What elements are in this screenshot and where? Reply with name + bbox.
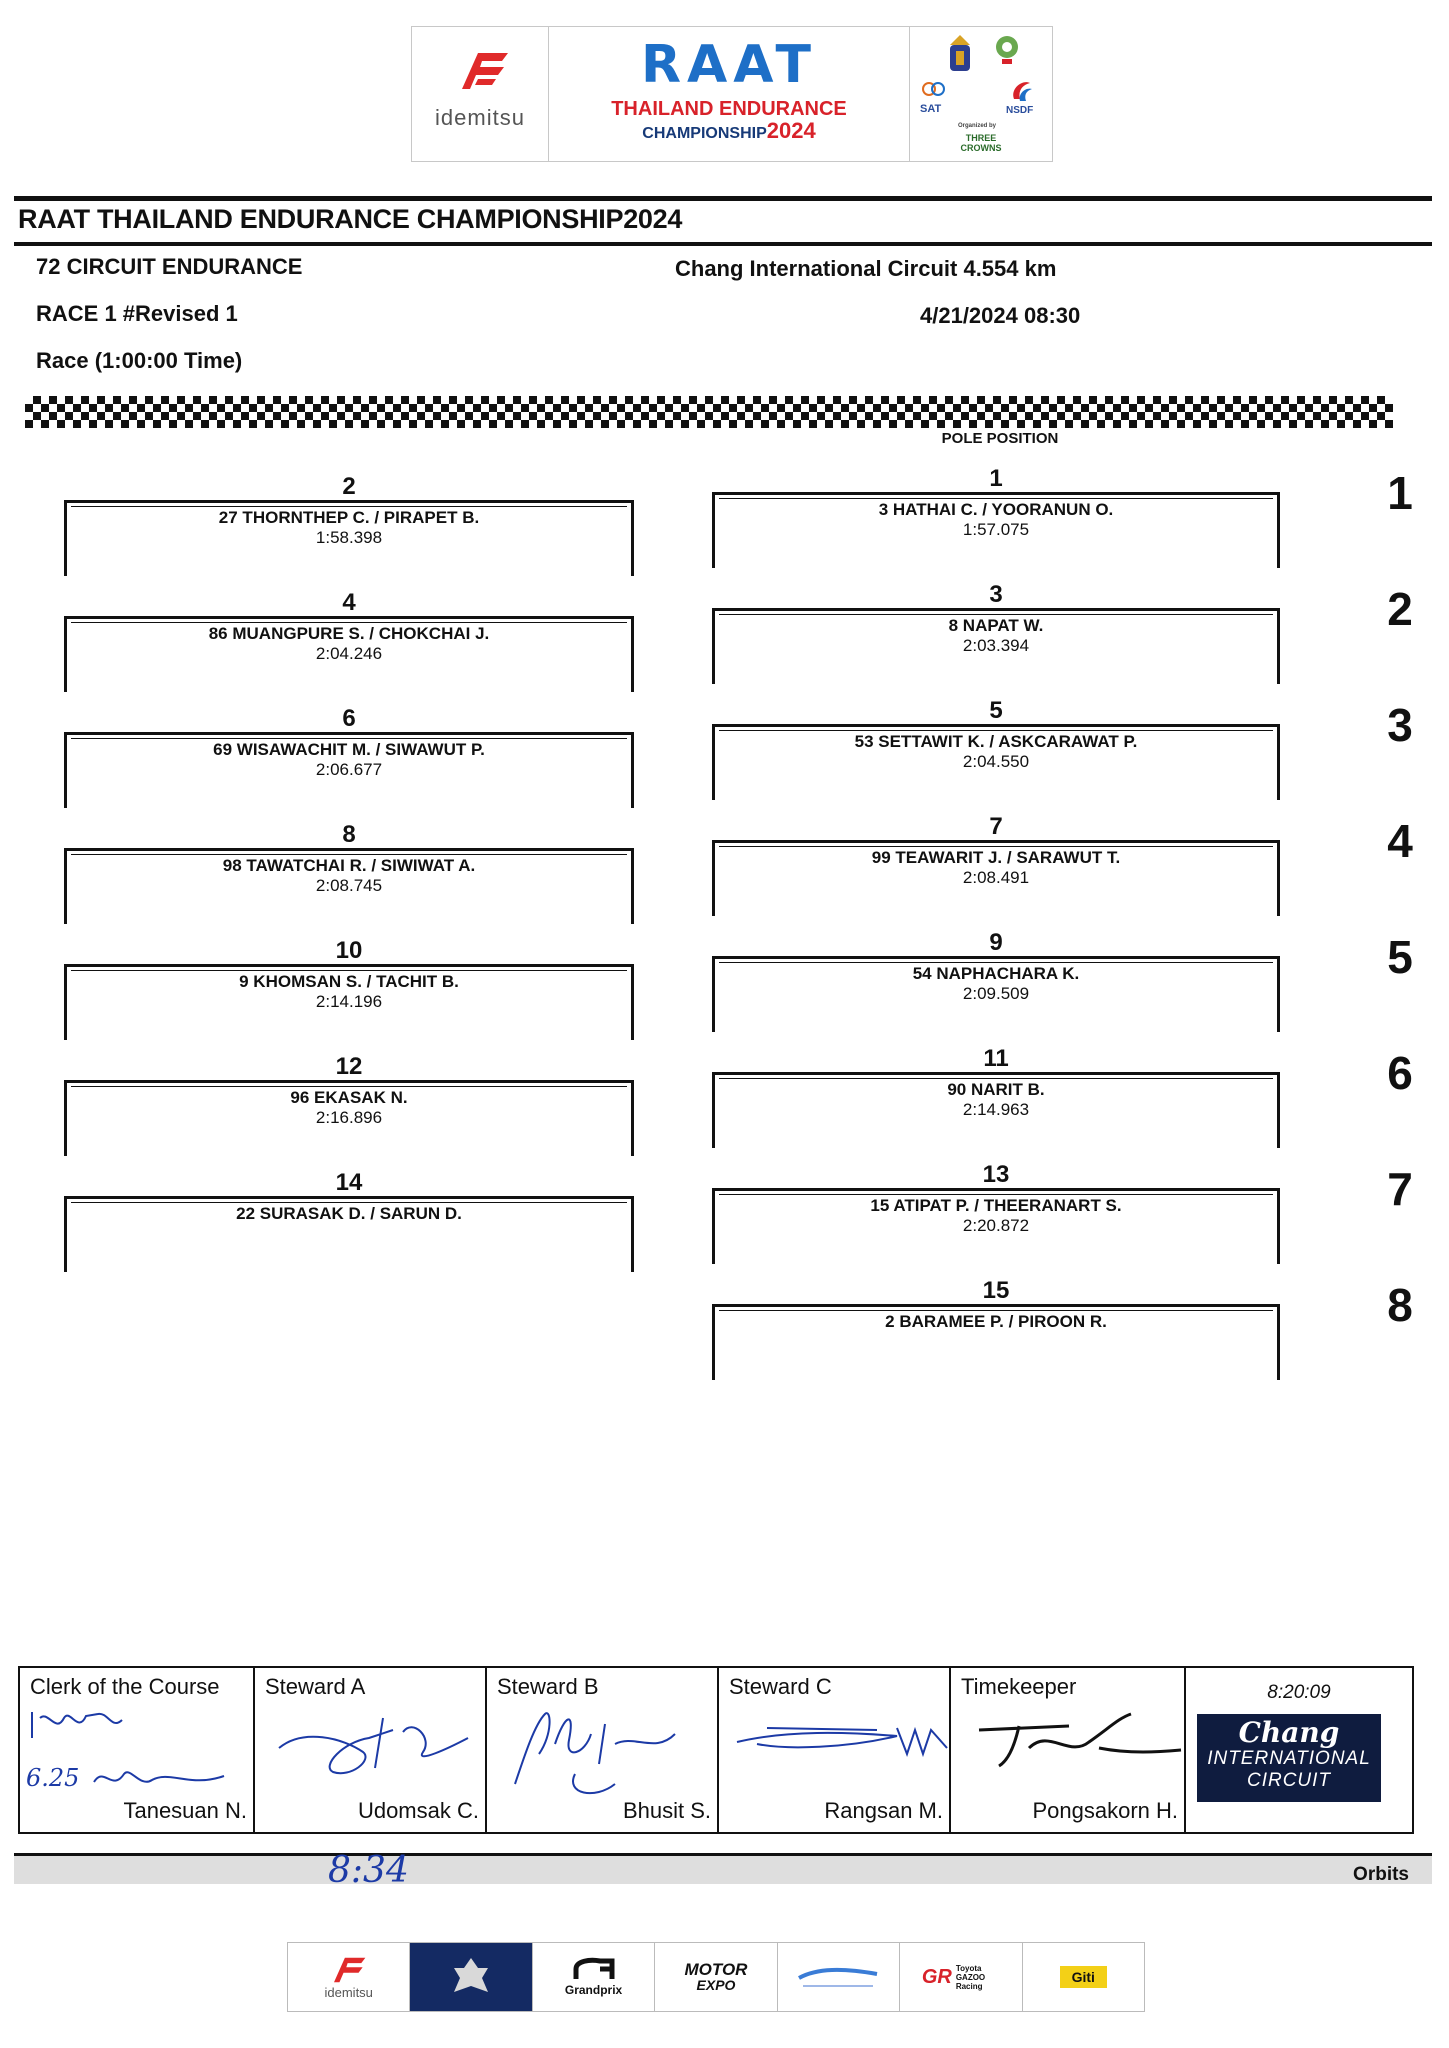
grid-laptime: 2:06.677 xyxy=(315,760,383,779)
sponsor-crest xyxy=(410,1943,532,2011)
grid-row-number: 1 xyxy=(1387,467,1413,519)
pole-position-label: POLE POSITION xyxy=(941,430,1059,447)
grid-laptime: 2:04.550 xyxy=(962,752,1030,771)
footer-bar xyxy=(14,1853,1432,1884)
document-title: RAAT THAILAND ENDURANCE CHAMPIONSHIP2024 xyxy=(18,204,683,234)
grid-slot xyxy=(712,466,1280,568)
sat-logo-icon xyxy=(920,79,950,103)
nsdf-label: NSDF xyxy=(1006,105,1034,116)
idemitsu-logo xyxy=(412,27,549,161)
nsdf-logo-icon xyxy=(1008,77,1036,105)
official-cell-steward-b xyxy=(487,1668,719,1832)
race-label: RACE 1 #Revised 1 xyxy=(36,301,238,326)
official-time-cell xyxy=(1186,1668,1412,1832)
grid-slot xyxy=(64,1170,634,1272)
official-name: Tanesuan N. xyxy=(123,1798,247,1823)
official-role: Steward C xyxy=(729,1674,832,1699)
raat-wordmark: RAAT xyxy=(641,35,817,95)
grid-slot xyxy=(712,1162,1280,1264)
sponsor-idemitsu-label: idemitsu xyxy=(324,1984,373,2000)
race-format: Race (1:00:00 Time) xyxy=(36,348,243,373)
official-role: Timekeeper xyxy=(961,1674,1077,1699)
grid-laptime: 2:14.963 xyxy=(962,1100,1030,1119)
handwritten-time: 8:34 xyxy=(328,1850,409,1891)
official-cell-clerk xyxy=(20,1668,255,1832)
header-logo-strip xyxy=(411,26,1053,162)
raat-year: 2024 xyxy=(766,118,816,143)
grid-laptime: 2:14.196 xyxy=(315,992,383,1011)
official-role: Steward A xyxy=(265,1674,366,1699)
grid-drivers: 27 THORNTHEP C. / PIRAPET B. xyxy=(218,508,480,527)
grid-slot xyxy=(712,930,1280,1032)
grid-slot xyxy=(64,474,634,576)
grid-laptime: 1:57.075 xyxy=(962,520,1030,539)
sponsor-grandprix-label: Grandprix xyxy=(564,1983,623,1997)
raat-championship: CHAMPIONSHIP2024 xyxy=(642,118,816,143)
grid-slot xyxy=(712,582,1280,684)
circuit-info: Chang International Circuit 4.554 km xyxy=(675,256,1057,281)
sponsor-strip xyxy=(287,1942,1145,2012)
grid-slot xyxy=(64,1054,634,1156)
official-role: Clerk of the Course xyxy=(30,1674,220,1699)
grid-drivers: 3 HATHAI C. / YOORANUN O. xyxy=(878,500,1114,519)
official-cell-steward-a xyxy=(255,1668,487,1832)
grid-drivers: 22 SURASAK D. / SARUN D. xyxy=(236,1204,462,1223)
grid-drivers: 98 TAWATCHAI R. / SIWIWAT A. xyxy=(222,856,476,875)
official-name: Rangsan M. xyxy=(824,1798,943,1823)
grid-drivers: 8 NAPAT W. xyxy=(948,616,1044,635)
official-cell-steward-c xyxy=(719,1668,951,1832)
checkered-flag-banner xyxy=(25,396,1393,428)
grid-drivers: 2 BARAMEE P. / PIROON R. xyxy=(885,1312,1107,1331)
chang-logo-line3: CIRCUIT xyxy=(1246,1770,1332,1791)
steward-a-signature-icon xyxy=(263,1708,478,1788)
grid-row-number: 8 xyxy=(1387,1279,1413,1331)
crest-emblem-icon xyxy=(448,1954,494,2000)
official-name: Udomsak C. xyxy=(357,1798,479,1823)
organizer-logos xyxy=(910,27,1052,161)
chang-logo-line2: INTERNATIONAL xyxy=(1207,1748,1371,1769)
sponsor-giti xyxy=(1023,1943,1144,2011)
grid-laptime: 2:16.896 xyxy=(315,1108,383,1127)
gr-mark: GR xyxy=(921,1965,952,1988)
grandprix-logo-icon xyxy=(570,1957,618,1983)
grid-slot xyxy=(64,590,634,692)
sat-label: SAT xyxy=(920,103,942,115)
grid-drivers: 69 WISAWACHIT M. / SIWAWUT P. xyxy=(213,740,485,759)
steward-c-signature-icon xyxy=(727,1708,957,1768)
clerk-handwritten-time: 6.25 xyxy=(26,1764,80,1792)
timing-system-label: Orbits xyxy=(1353,1864,1409,1885)
bangsaen-grandprix-logo-icon xyxy=(793,1962,883,1992)
grid-row-number: 5 xyxy=(1387,931,1413,983)
grid-position: 5 xyxy=(989,697,1003,724)
sponsor-toyota-gazoo xyxy=(900,1943,1022,2011)
grid-slot xyxy=(712,814,1280,916)
raat-series-logo xyxy=(549,27,910,161)
grid-position: 8 xyxy=(342,821,356,848)
grid-row-number: 3 xyxy=(1387,699,1413,751)
grid-row-number: 7 xyxy=(1387,1163,1413,1215)
grid-position: 4 xyxy=(342,589,356,616)
raat-subtitle: THAILAND ENDURANCE xyxy=(611,98,847,120)
grid-laptime: 2:04.246 xyxy=(315,644,383,663)
timekeeper-signature-icon xyxy=(959,1708,1184,1778)
grid-slot xyxy=(712,698,1280,800)
motor-expo-line1: MOTOR xyxy=(684,1960,748,1979)
grid-drivers: 86 MUANGPURE S. / CHOKCHAI J. xyxy=(208,624,490,643)
grid-drivers: 99 TEAWARIT J. / SARAWUT T. xyxy=(871,848,1121,867)
grid-slot xyxy=(712,1278,1280,1380)
grid-drivers: 9 KHOMSAN S. / TACHIT B. xyxy=(239,972,459,991)
sponsor-idemitsu xyxy=(288,1943,410,2011)
grid-position: 7 xyxy=(989,813,1003,840)
grid-drivers: 53 SETTAWIT K. / ASKCARAWAT P. xyxy=(854,732,1138,751)
official-name: Pongsakorn H. xyxy=(1032,1798,1178,1823)
toyota-gazoo-text: Toyota GAZOO Racing xyxy=(955,1963,986,1991)
title-rule-top xyxy=(14,196,1432,201)
grid-position: 12 xyxy=(335,1053,363,1080)
grid-row-number: 4 xyxy=(1387,815,1413,867)
grid-position: 11 xyxy=(983,1045,1009,1072)
clerk-initials-icon xyxy=(90,1762,230,1796)
motor-expo-line2: EXPO xyxy=(696,1977,736,1993)
chang-logo-line1: Chang xyxy=(1238,1716,1340,1749)
idemitsu-flame-icon xyxy=(329,1955,369,1985)
grid-position: 9 xyxy=(989,929,1003,956)
official-cell-timekeeper xyxy=(951,1668,1186,1832)
steward-b-signature-icon xyxy=(495,1704,710,1804)
grid-slot xyxy=(64,706,634,808)
royal-emblem-icon xyxy=(944,33,976,73)
grid-position: 13 xyxy=(982,1161,1010,1188)
grid-drivers: 15 ATIPAT P. / THEERANART S. xyxy=(870,1196,1122,1215)
clerk-signature-icon xyxy=(28,1704,178,1744)
giti-logo: Giti xyxy=(1060,1966,1107,1988)
organized-by-label: Organized by xyxy=(958,123,997,129)
grid-laptime: 2:03.394 xyxy=(962,636,1030,655)
idemitsu-flame-icon xyxy=(456,49,512,93)
grid-slot xyxy=(64,938,634,1040)
grid-position: 6 xyxy=(342,705,356,732)
grid-row-number: 6 xyxy=(1387,1047,1413,1099)
sponsor-motor-expo xyxy=(655,1943,777,2011)
grid-slot xyxy=(64,822,634,924)
sponsor-bangsaen xyxy=(778,1943,900,2011)
grid-position: 15 xyxy=(982,1277,1010,1304)
race-datetime: 4/21/2024 08:30 xyxy=(920,303,1081,328)
emblem-icon xyxy=(992,33,1022,67)
grid-drivers: 54 NAPHACHARA K. xyxy=(912,964,1080,983)
grid-position: 1 xyxy=(989,465,1003,492)
grid-drivers: 90 NARIT B. xyxy=(947,1080,1045,1099)
official-time: 8:20:09 xyxy=(1267,1682,1331,1703)
idemitsu-wordmark: idemitsu xyxy=(435,105,525,130)
grid-laptime: 2:08.491 xyxy=(962,868,1030,887)
sponsor-grandprix xyxy=(533,1943,655,2011)
toyota-gazoo-logo xyxy=(922,1964,1000,1991)
class-name: 72 CIRCUIT ENDURANCE xyxy=(36,254,303,279)
grid-position: 10 xyxy=(335,937,363,964)
grid-position: 3 xyxy=(989,581,1003,608)
three-crowns-label: THREE CROWNS xyxy=(960,133,1002,153)
officials-table xyxy=(18,1666,1414,1834)
official-name: Bhusit S. xyxy=(622,1798,711,1823)
grid-laptime: 1:58.398 xyxy=(315,528,383,547)
chang-circuit-logo xyxy=(1197,1714,1381,1802)
grid-laptime: 2:09.509 xyxy=(962,984,1030,1003)
grid-position: 14 xyxy=(335,1169,363,1196)
grid-laptime: 2:20.872 xyxy=(962,1216,1030,1235)
title-rule-bottom xyxy=(14,242,1432,246)
grid-slot xyxy=(712,1046,1280,1148)
grid-row-number: 2 xyxy=(1387,583,1413,635)
grid-laptime: 2:08.745 xyxy=(315,876,383,895)
grid-position: 2 xyxy=(342,473,356,500)
official-role: Steward B xyxy=(497,1674,599,1699)
grid-drivers: 96 EKASAK N. xyxy=(290,1088,408,1107)
